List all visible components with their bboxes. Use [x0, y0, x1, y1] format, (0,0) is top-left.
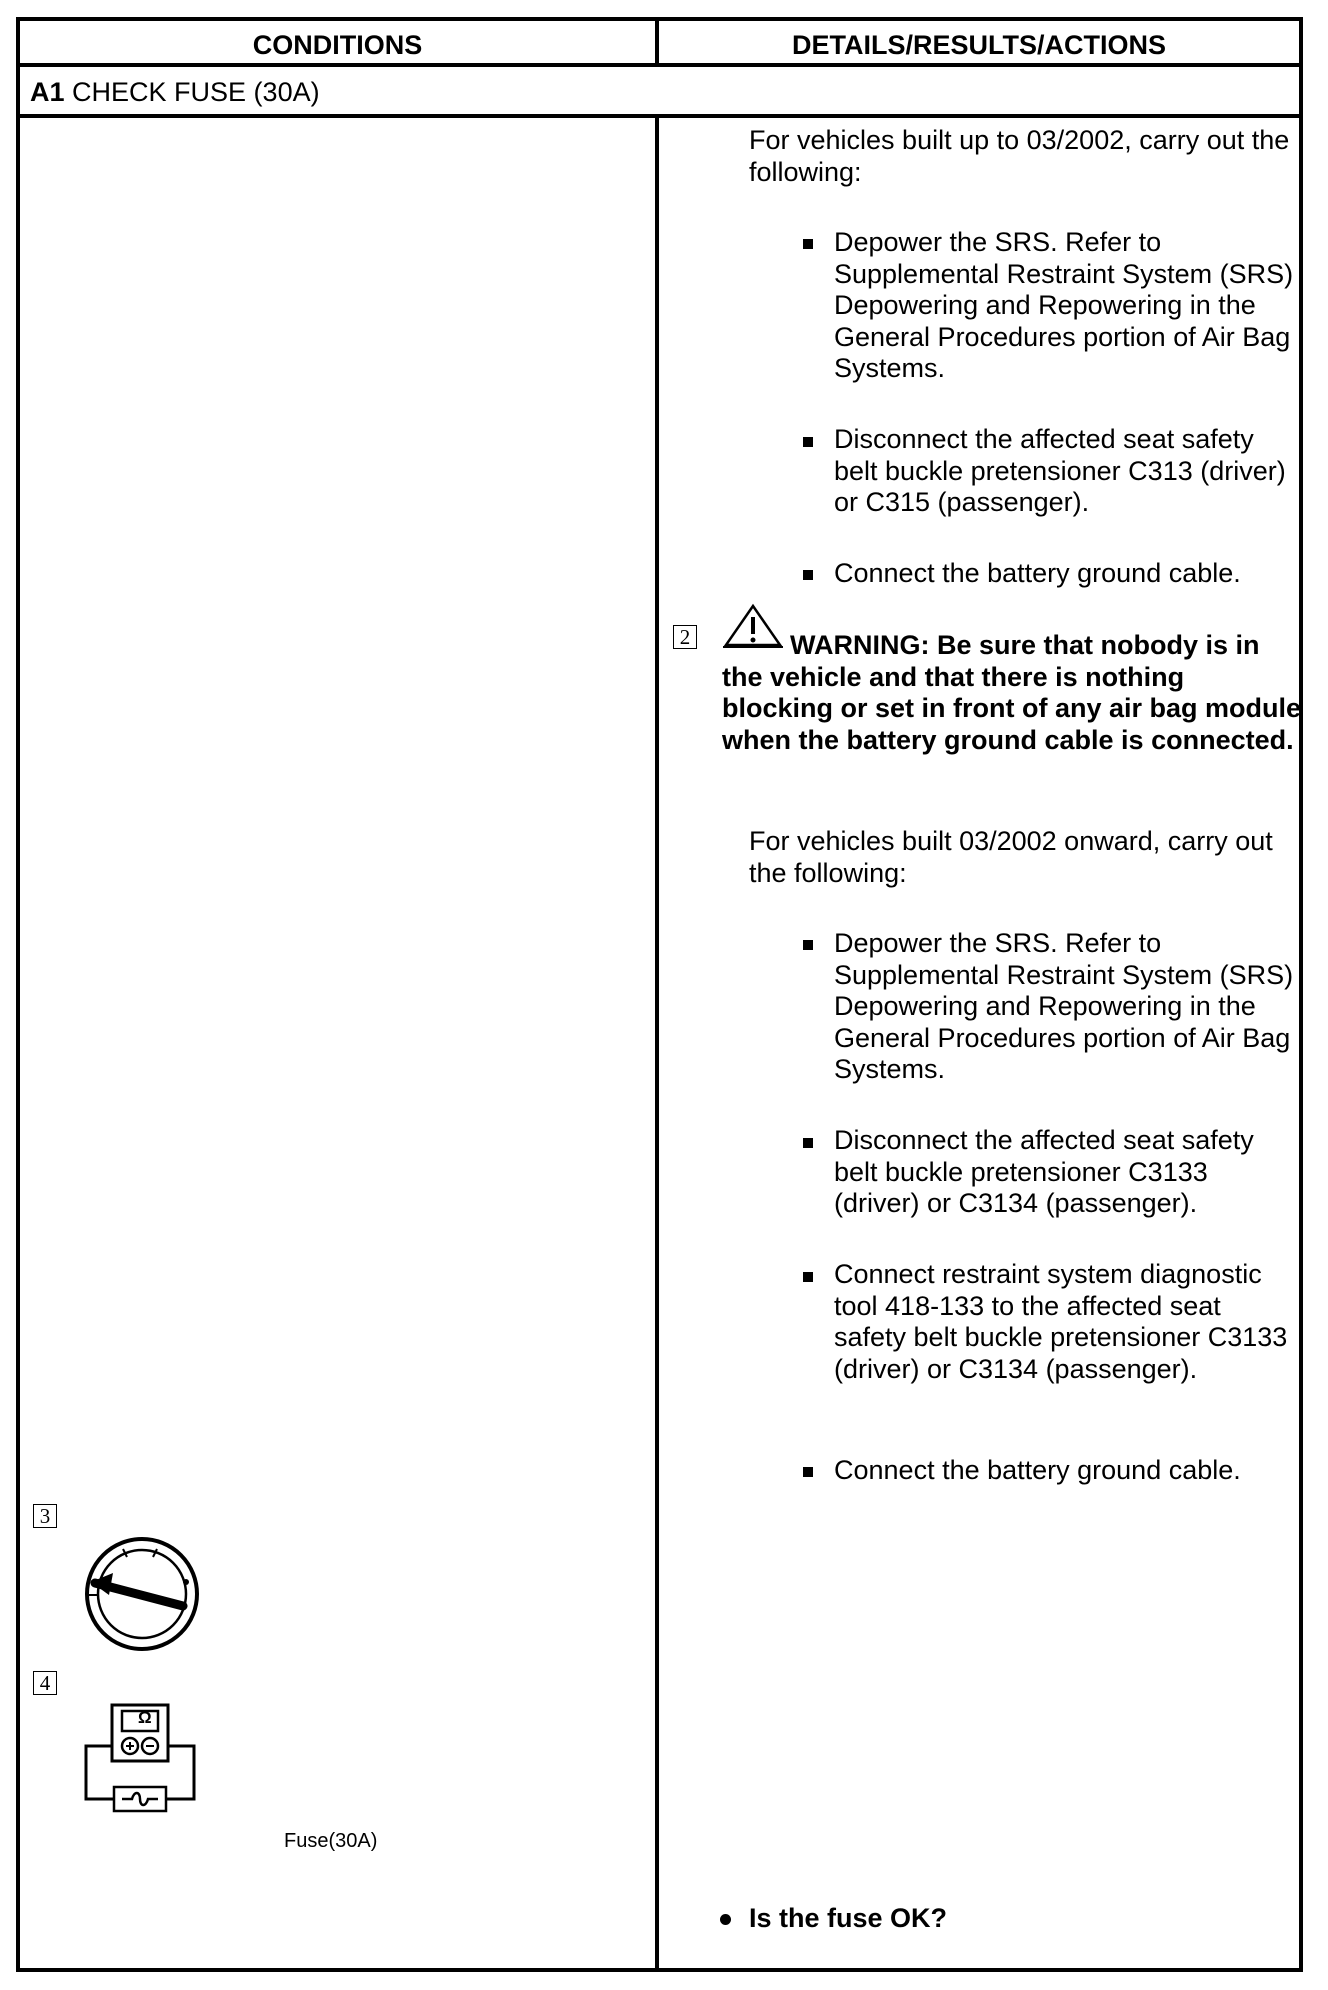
bullet-marker — [803, 239, 813, 249]
step-title-text: CHECK FUSE (30A) — [72, 77, 320, 107]
bullet-1-2: Disconnect the affected seat safety belt buckle pretensioner C313 (driver) or C315 (passenger). — [834, 424, 1286, 517]
bullet-marker — [803, 940, 813, 950]
header-details: DETAILS/RESULTS/ACTIONS — [791, 30, 1166, 60]
question-text: Is the fuse OK? — [749, 1903, 948, 1933]
step-number: A1 — [30, 77, 65, 107]
bullet-2-3: Connect restraint system diagnostic tool 418-133 to the affected seat safety belt buckle pretensioner C3133 (driver) or C3134 (passenger). — [834, 1259, 1288, 1384]
bullet-1-3: Connect the battery ground cable. — [834, 558, 1241, 588]
bullet-marker — [803, 437, 813, 447]
body-column-divider — [655, 114, 659, 1972]
warning-text: WARNING: Be sure that nobody is in the vehicle and that there is nothing blocking or set in front of any air bag module when the battery ground cable is connected. — [722, 630, 1302, 755]
bullet-1-1: Depower the SRS. Refer to Supplemental Restraint System (SRS) Depowering and Repowering in the General Procedures portion of Air Bag Systems. — [834, 227, 1294, 383]
intro-text-1: For vehicles built up to 03/2002, carry out the following: — [749, 125, 1290, 187]
ignition-switch-icon — [83, 1535, 201, 1653]
bullet-marker — [803, 1467, 813, 1477]
step-4-box: 4 — [33, 1671, 57, 1695]
bullet-2-4: Connect the battery ground cable. — [834, 1455, 1241, 1485]
step-3-box: 3 — [33, 1504, 57, 1528]
bullet-2-2: Disconnect the affected seat safety belt buckle pretensioner C3133 (driver) or C3134 (passenger). — [834, 1125, 1254, 1218]
bullet-2-1: Depower the SRS. Refer to Supplemental Restraint System (SRS) Depowering and Repowering in the General Procedures portion of Air Bag Systems. — [834, 928, 1294, 1084]
step-2-box: 2 — [673, 625, 697, 649]
step-divider — [16, 114, 1303, 118]
header-conditions: CONDITIONS — [252, 30, 423, 60]
intro-text-2: For vehicles built 03/2002 onward, carry out the following: — [749, 826, 1273, 888]
bullet-marker — [803, 570, 813, 580]
step-title — [30, 68, 320, 112]
fuse-caption: Fuse(30A) — [284, 1830, 378, 1852]
ohm-symbol: Ω — [138, 1708, 152, 1727]
bullet-marker — [803, 1138, 813, 1148]
question-bullet — [720, 1914, 731, 1925]
bullet-marker — [803, 1272, 813, 1282]
